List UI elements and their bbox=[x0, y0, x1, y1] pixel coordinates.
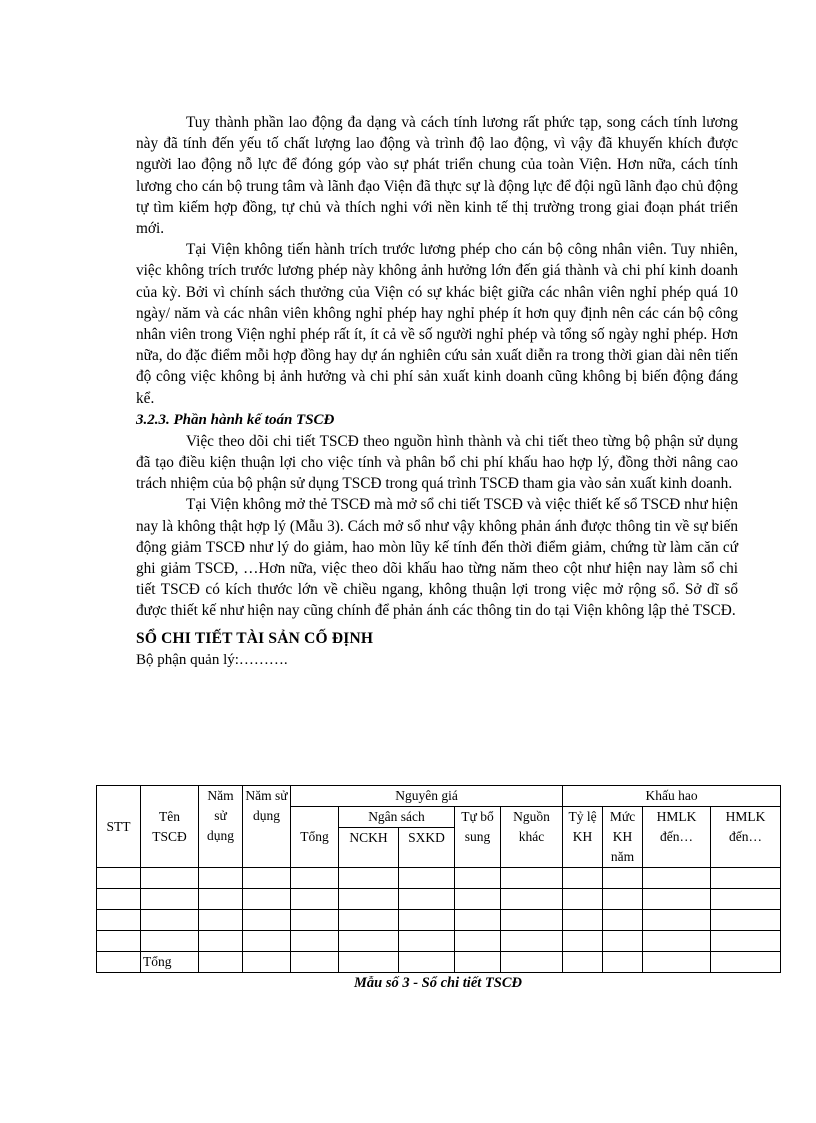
table-caption: Mẫu số 3 - Sổ chi tiết TSCĐ bbox=[354, 975, 522, 991]
header-rate: Tỷ lệ KH bbox=[563, 807, 603, 868]
table-row bbox=[97, 931, 781, 952]
header-asset-name: Tên TSCĐ bbox=[141, 786, 199, 868]
header-year-used-1: Năm sử dụng bbox=[199, 786, 243, 868]
header-depreciation: Khấu hao bbox=[563, 786, 781, 807]
header-original-cost: Nguyên giá bbox=[291, 786, 563, 807]
paragraph-asset-ledger: Tại Viện không mở thẻ TSCĐ mà mở sổ chi tiết TSCĐ và việc thiết kế sổ TSCĐ như hiện nay là không thật hợp lý (Mẫu 3). Cách mở sổ như vậy không phản ánh được thông tin về sự biến động giảm TSCĐ như lý do giảm, hao mòn lũy kế tính đến thời điểm giảm, chứng từ làm căn cứ ghi giảm TSCĐ, …Hơn nữa, việc theo dõi khấu hao từng năm theo cột như hiện nay làm sổ chi tiết TSCĐ có kích thước lớn về chiều ngang, không thuận lợi trong việc mở rộng sổ. Sở dĩ sổ được thiết kế như hiện nay cũng chính để phản ánh các thông tin do tại Viện không lập thẻ TSCĐ. bbox=[136, 496, 738, 620]
header-annual-amount: Mức KH năm bbox=[603, 807, 643, 868]
section-heading: 3.2.3. Phần hành kế toán TSCĐ bbox=[136, 411, 335, 428]
document-body bbox=[136, 112, 738, 670]
header-total: Tổng bbox=[291, 807, 339, 868]
table-row bbox=[97, 868, 781, 889]
header-hmlk-1: HMLK đến… bbox=[643, 807, 711, 868]
header-stt: STT bbox=[97, 786, 141, 868]
table-header-row-1 bbox=[97, 786, 781, 807]
fixed-asset-ledger-table bbox=[96, 785, 781, 973]
header-sxkd: SXKD bbox=[399, 828, 455, 868]
header-self-supplemented: Tự bổ sung bbox=[455, 807, 501, 868]
table-total-row bbox=[97, 952, 781, 973]
paragraph-salary: Tuy thành phần lao động đa dạng và cách tính lương rất phức tạp, song cách tính lương này đã tính đến yếu tố chất lượng lao động và trình độ lao động, vì vậy đã khuyến khích được người lao động nỗ lực để đóng góp vào sự phát triển chung của toàn Viện. Hơn nữa, cách tính lương cho cán bộ trung tâm và lãnh đạo Viện đã thực sự là động lực để đội ngũ lãnh đạo chủ động tự tìm kiếm hợp đồng, tự chủ và thích nghi với nền kinh tế thị trường trong giai đoạn phát triển mới. bbox=[136, 114, 738, 238]
table-row bbox=[97, 889, 781, 910]
ledger-title: SỔ CHI TIẾT TÀI SẢN CỐ ĐỊNH bbox=[136, 629, 374, 647]
department-line: Bộ phận quản lý:………. bbox=[136, 651, 288, 668]
paragraph-leave-pay: Tại Viện không tiến hành trích trước lương phép cho cán bộ công nhân viên. Tuy nhiên, việc không trích trước lương phép này không ảnh hưởng lớn đến giá thành và chi phí kinh doanh của kỳ. Bởi vì chính sách thưởng của Viện có sự khác biệt giữa các nhân viên nghỉ phép quá 10 ngày/ năm và các nhân viên không nghỉ phép hay nghỉ phép ít hơn quy định nên các cán bộ công nhân viên trong Viện nghỉ phép rất ít, ít cả về số người nghỉ phép và tổng số ngày nghỉ phép. Hơn nữa, do đặc điểm mỗi hợp đồng hay dự án nghiên cứu sản xuất diễn ra trong thời gian dài nên tiến độ công việc không bị ảnh hưởng và chi phí sản xuất kinh doanh cũng không bị biến động đáng kể. bbox=[136, 241, 738, 407]
header-budget: Ngân sách bbox=[339, 807, 455, 828]
header-year-used-2: Năm sử dụng bbox=[243, 786, 291, 868]
table-row bbox=[97, 910, 781, 931]
header-other-source: Nguồn khác bbox=[501, 807, 563, 868]
total-row-label: Tổng bbox=[141, 952, 199, 973]
header-nckh: NCKH bbox=[339, 828, 399, 868]
paragraph-asset-tracking: Việc theo dõi chi tiết TSCĐ theo nguồn hình thành và chi tiết theo từng bộ phận sử dụng đã tạo điều kiện thuận lợi cho việc tính và phân bổ chi phí khấu hao hợp lý, đồng thời nâng cao trách nhiệm của bộ phận sử dụng TSCĐ trong quá trình TSCĐ tham gia vào sản xuất kinh doanh. bbox=[136, 432, 738, 493]
header-hmlk-2: HMLK đến… bbox=[711, 807, 781, 868]
